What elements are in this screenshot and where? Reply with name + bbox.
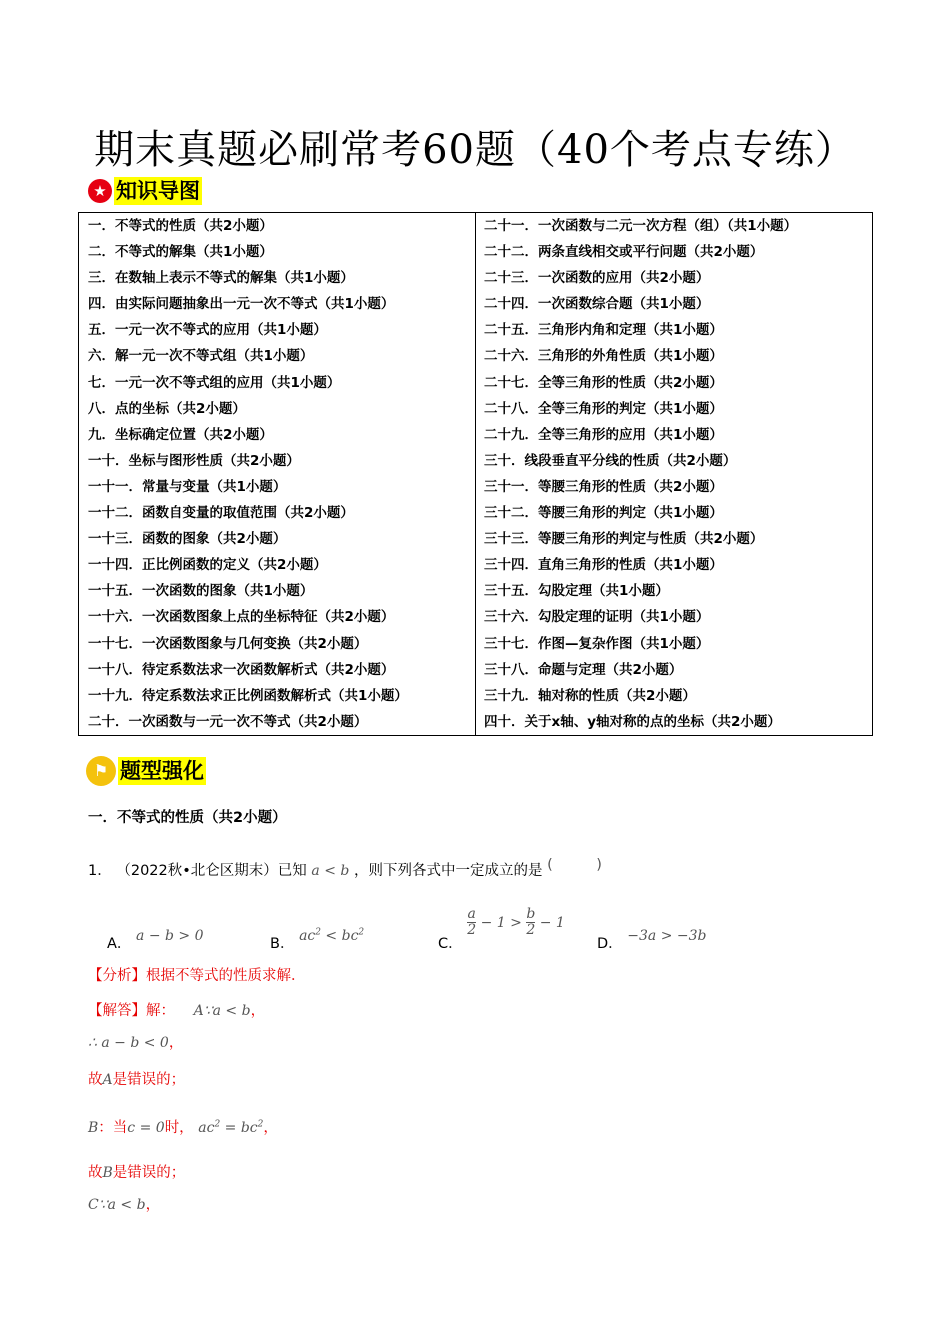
- section-header-practice: [86, 756, 206, 786]
- answer-punct: ，: [168, 1035, 184, 1051]
- answer-text: 时，: [164, 1120, 194, 1136]
- section-label: 题型强化: [120, 759, 204, 783]
- option-b: [270, 924, 365, 952]
- topic-column-left: [79, 213, 476, 736]
- answer-punct: ，: [263, 1120, 278, 1136]
- option-c: [438, 902, 565, 952]
- option-d-label: D．: [597, 936, 623, 952]
- option-d-expr: −3a > −3b: [627, 928, 707, 944]
- answer-intro: 解：: [146, 1003, 175, 1019]
- section-label: 知识导图: [116, 179, 200, 203]
- answer-punct: ，: [250, 1003, 266, 1019]
- topic-item: 一十三．函数的图象（共2小题）: [88, 531, 287, 548]
- topic-item: 一十六．一次函数图象上点的坐标特征（共2小题）: [88, 609, 395, 626]
- option-d: [597, 924, 707, 952]
- topic-item: 二十八．全等三角形的判定（共1小题）: [484, 400, 723, 417]
- topic-item: 二．不等式的解集（共1小题）: [88, 244, 273, 261]
- topic-item: 一十七．一次函数图象与几何变换（共2小题）: [88, 635, 368, 652]
- topic-item: 一十五．一次函数的图象（共1小题）: [88, 583, 314, 600]
- option-c-label: C．: [438, 936, 463, 952]
- topic-item: 三十八．命题与定理（共2小题）: [484, 661, 683, 678]
- topic-column-right: [476, 213, 873, 736]
- answer-line-1: [88, 999, 265, 1020]
- topic-item: 一．不等式的性质（共2小题）: [88, 218, 273, 234]
- topic-item: 一十一．常量与变量（共1小题）: [88, 478, 287, 495]
- section-header-knowledge-map: [88, 176, 202, 206]
- topic-item: 一十．坐标与图形性质（共2小题）: [88, 452, 300, 469]
- option-c-expr: $\frac{a}{2}$ − 1 > $\frac{b}{2}$ − 1: [467, 906, 565, 938]
- topic-item: 二十四．一次函数综合题（共1小题）: [484, 296, 710, 313]
- question-source: （2022秋•北仑区期末）已知: [116, 863, 307, 879]
- answer-line-2: [88, 1031, 183, 1052]
- question-1-stem: [88, 859, 602, 880]
- answer-math-5: B: [102, 1165, 113, 1181]
- option-a: [107, 924, 204, 952]
- topic-item: 二十六．三角形的外角性质（共1小题）: [484, 348, 723, 365]
- analysis-line: [88, 964, 306, 985]
- answer-line-4: [88, 1116, 278, 1137]
- topic-item: 一十四．正比例函数的定义（共2小题）: [88, 557, 327, 574]
- option-b-label: B．: [270, 936, 295, 952]
- topic-item: 三十九．轴对称的性质（共2小题）: [484, 687, 696, 704]
- topic-table: [78, 212, 873, 736]
- topic-item: 二十二．两条直线相交或平行问题（共2小题）: [484, 244, 764, 261]
- option-a-expr: a − b > 0: [136, 928, 204, 944]
- topic-item: 八．点的坐标（共2小题）: [88, 400, 246, 417]
- answer-line-5: [88, 1161, 185, 1182]
- answer-text: ：当: [98, 1120, 128, 1136]
- topic-item: 七．一元一次不等式组的应用（共1小题）: [88, 374, 341, 391]
- answer-punct: ，: [145, 1197, 161, 1213]
- topic-item: 四十．关于x轴、y轴对称的点的坐标（共2小题）: [484, 713, 781, 730]
- topic-item: 三十四．直角三角形的性质（共1小题）: [484, 557, 723, 574]
- topic-item: 一十九．待定系数法求正比例函数解析式（共1小题）: [88, 687, 408, 704]
- topic-item: 三十三．等腰三角形的判定与性质（共2小题）: [484, 531, 764, 548]
- condition-math: a < b: [311, 863, 350, 879]
- analysis-tag: 【分析】: [88, 968, 146, 984]
- answer-math-6: C∵a < b: [88, 1197, 146, 1213]
- topic-item: 三十五．勾股定理（共1小题）: [484, 583, 669, 600]
- topic-item: 五．一元一次不等式的应用（共1小题）: [88, 322, 327, 339]
- topic-item: 三十一．等腰三角形的性质（共2小题）: [484, 478, 723, 495]
- answer-math-4c: $ac^2 = bc^2$: [198, 1119, 264, 1136]
- topic-item: 二十九．全等三角形的应用（共1小题）: [484, 426, 723, 443]
- option-b-expr: $ac^2 < bc^2$: [299, 927, 365, 944]
- question-number: 1．: [88, 863, 112, 879]
- page-title: 期末真题必刷常考60题（40个考点专练）: [94, 127, 856, 173]
- answer-math-2: ∴ a − b < 0: [88, 1035, 169, 1051]
- topic-item: 三十二．等腰三角形的判定（共1小题）: [484, 505, 723, 522]
- topic-item: 四．由实际问题抽象出一元一次不等式（共1小题）: [88, 296, 395, 313]
- answer-text: 是错误的；: [112, 1165, 186, 1181]
- topic-item: 三．在数轴上表示不等式的解集（共1小题）: [88, 270, 354, 287]
- answer-line-3: [88, 1068, 185, 1089]
- topic-item: 二十．一次函数与一元一次不等式（共2小题）: [88, 713, 368, 730]
- answer-text: 是错误的；: [112, 1072, 186, 1088]
- topic-item: 二十七．全等三角形的性质（共2小题）: [484, 374, 723, 391]
- flag-icon: ⚑: [86, 756, 116, 786]
- option-a-label: A．: [107, 936, 132, 952]
- answer-text: 故: [88, 1165, 103, 1181]
- topic-item: 九．坐标确定位置（共2小题）: [88, 426, 273, 443]
- star-icon: ★: [88, 179, 112, 203]
- topic-item: 三十．线段垂直平分线的性质（共2小题）: [484, 452, 737, 469]
- answer-math-4a: B: [88, 1120, 99, 1136]
- topic-item: 三十六．勾股定理的证明（共1小题）: [484, 609, 710, 626]
- answer-math-4b: c = 0: [127, 1120, 165, 1136]
- question-stem-tail: ，则下列各式中一定成立的是: [353, 863, 543, 879]
- answer-tag: 【解答】: [88, 1003, 146, 1019]
- answer-text: 故: [88, 1072, 103, 1088]
- answer-math-1: A∵a < b: [193, 1003, 251, 1019]
- answer-line-6: [88, 1193, 160, 1214]
- topic-item: 三十七．作图—复杂作图（共1小题）: [484, 635, 710, 652]
- topic-item: 二十一．一次函数与二元一次方程（组）（共1小题）: [484, 218, 798, 234]
- topic-item: 六．解一元一次不等式组（共1小题）: [88, 348, 314, 365]
- answer-blank: ( ): [547, 857, 602, 873]
- topic-item: 二十三．一次函数的应用（共2小题）: [484, 270, 710, 287]
- part-heading: 一．不等式的性质（共2小题）: [88, 810, 287, 826]
- answer-math-3: A: [102, 1072, 113, 1088]
- topic-item: 一十二．函数自变量的取值范围（共2小题）: [88, 505, 354, 522]
- topic-item: 二十五．三角形内角和定理（共1小题）: [484, 322, 723, 339]
- analysis-text: 根据不等式的性质求解．: [146, 968, 306, 984]
- topic-item: 一十八．待定系数法求一次函数解析式（共2小题）: [88, 661, 395, 678]
